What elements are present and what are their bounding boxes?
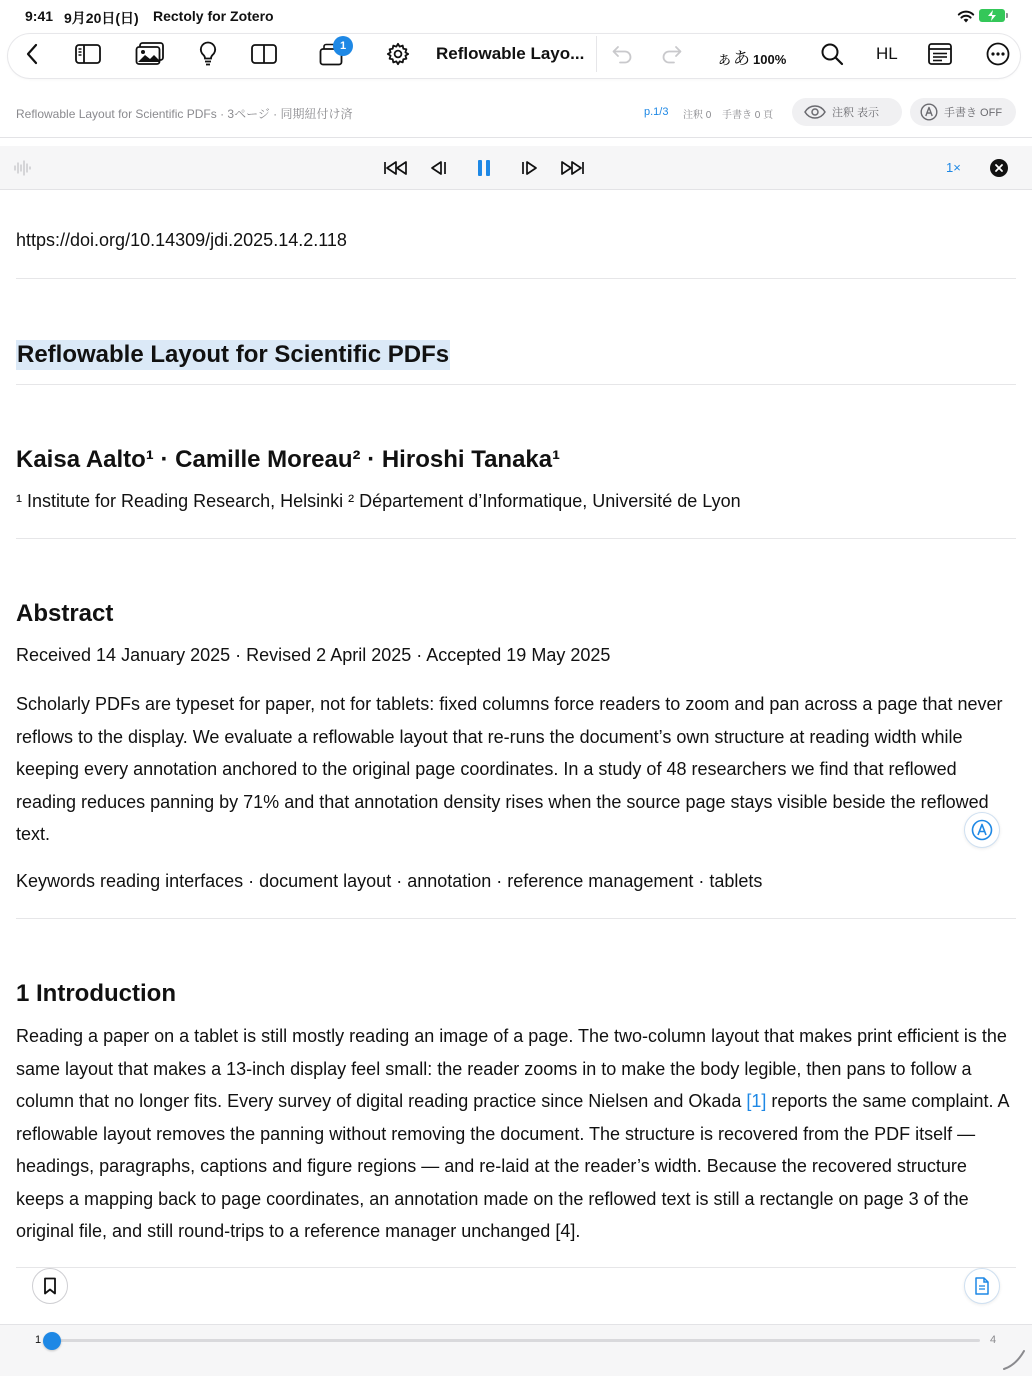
gear-icon [386, 42, 410, 66]
status-bar [0, 0, 1032, 32]
undo-button[interactable] [604, 32, 640, 76]
redo-icon [661, 44, 683, 64]
eye-icon [804, 105, 826, 119]
skip-to-end-button[interactable] [558, 156, 586, 180]
divider [16, 1267, 1016, 1268]
paper-dates: Received 14 January 2025 · Revised 2 April 2025 · Accepted 19 May 2025 [16, 645, 611, 665]
split-view-button[interactable] [246, 32, 282, 76]
text-line: original file, and still round-trips to a reference manager unchanged [4]. [16, 1221, 581, 1241]
text-line: keeps a mapping back to page coordinates, an annotation made on the reflowed text is still a rectangle on page 3 of the [16, 1188, 969, 1209]
divider [0, 137, 1032, 138]
doi-link[interactable]: https://doi.org/10.14309/jdi.2025.14.2.118 [16, 230, 347, 250]
abstract-heading: Abstract [16, 600, 114, 627]
skip-to-end-icon [559, 160, 585, 176]
pen-circle-icon [971, 819, 993, 841]
chevron-left-icon [25, 43, 39, 65]
reader-mode-button[interactable] [922, 32, 958, 76]
battery-icon [979, 9, 1005, 22]
handwriting-count: 手書き 0 頁 [722, 110, 774, 121]
split-view-icon [251, 44, 277, 64]
step-back-button[interactable] [426, 156, 450, 180]
undo-icon [611, 44, 633, 64]
text-line: headings, paragraphs, captions and figure regions — and re-laid at the reader’s width. Because the recovered structure [16, 1156, 967, 1176]
text-line: keeping every annotation anchored to the original page coordinates. In a study of 48 researchers we find that reflowed [16, 759, 957, 779]
bookmark-icon [43, 1277, 57, 1295]
wifi-icon [957, 9, 975, 23]
paper-authors: Kaisa Aalto¹ · Camille Moreau² · Hiroshi Tanaka¹ [16, 446, 561, 473]
search-icon [820, 42, 844, 66]
text-line: Reading a paper on a tablet is still mostly reading an image of a page. The two-column layout that makes print efficient is the [16, 1026, 1007, 1046]
tabs-count-badge: 1 [333, 36, 353, 56]
insights-button[interactable] [190, 32, 226, 76]
status-time: 9:41 [25, 8, 54, 24]
divider [16, 384, 1016, 385]
status-date: 9月20日(日) [64, 10, 139, 26]
text-line: text. [16, 824, 51, 844]
text-line: same layout that makes a 13-inch display feel small: the reader zooms in to make the body legible, then pans to follow a [16, 1058, 972, 1079]
ellipsis-icon [986, 42, 1010, 66]
introduction-paragraph [16, 1020, 1016, 1248]
lightbulb-icon [199, 41, 217, 67]
font-size-label: ぁあ [716, 49, 750, 68]
divider [16, 278, 1016, 279]
audio-player-bar [0, 146, 1032, 190]
divider [16, 538, 1016, 539]
page-slider-track[interactable] [52, 1339, 980, 1342]
step-forward-button[interactable] [518, 156, 542, 180]
highlight-button[interactable]: HL [876, 44, 898, 63]
step-forward-icon [521, 160, 539, 176]
introduction-heading: 1 Introduction [16, 980, 176, 1007]
more-button[interactable] [980, 32, 1016, 76]
scroll-corner-icon [1000, 1345, 1028, 1373]
sidebar-icon [75, 44, 101, 64]
skip-to-start-button[interactable] [382, 156, 410, 180]
skip-to-start-icon [383, 160, 409, 176]
abstract-paragraph [16, 688, 1016, 851]
top-toolbar [0, 32, 1032, 80]
search-button[interactable] [814, 32, 850, 76]
close-icon [990, 159, 1008, 177]
status-app-name: Rectoly for Zotero [153, 8, 274, 24]
pause-icon [476, 159, 492, 177]
waveform-icon [13, 160, 31, 176]
citation-link[interactable]: [1] [746, 1091, 767, 1111]
page-indicator[interactable]: p.1/3 [644, 106, 669, 118]
text-segment: column that no longer fits. Every survey of digital reading practice since Nielsen and Okada [16, 1091, 747, 1111]
source-page-button[interactable] [964, 1268, 1000, 1304]
handwriting-mode-button[interactable] [964, 812, 1000, 848]
back-button[interactable] [14, 32, 50, 76]
author-affiliations: ¹ Institute for Reading Research, Helsinki ² Département d’Informatique, Université de Lyon [16, 491, 741, 511]
show-annotations-label: 注釈 表示 [832, 107, 880, 119]
gallery-button[interactable] [132, 32, 168, 76]
close-player-button[interactable] [990, 159, 1008, 177]
document-icon [974, 1277, 990, 1295]
image-gallery-icon [135, 42, 165, 66]
text-line: reading reduces panning by 71% and that annotation density rises when the source page stays visible beside the reflowed [16, 791, 989, 812]
show-annotations-toggle[interactable] [792, 98, 902, 126]
divider [16, 918, 1016, 919]
step-back-icon [429, 160, 447, 176]
zoom-percentage: 100% [753, 52, 787, 67]
waveform-button[interactable] [12, 156, 32, 180]
text-line: Scholarly PDFs are typeset for paper, not for tablets: fixed columns force readers to zoom and pan across a page that never [16, 694, 1003, 714]
reader-mode-icon [928, 43, 952, 65]
paper-keywords: Keywords reading interfaces · document layout · annotation · reference management · tablets [16, 871, 763, 891]
font-zoom-button[interactable] [716, 44, 786, 69]
text-line: reflows to the display. We evaluate a reflowable layout that re-runs the document’s own structure at reading width while [16, 726, 963, 747]
paper-title[interactable]: Reflowable Layout for Scientific PDFs [17, 341, 450, 368]
pause-button[interactable] [472, 156, 496, 180]
text-line: reflowable layout removes the panning without removing the document. The structure is recovered from the PDF itself — [16, 1123, 976, 1144]
text-line [16, 1085, 1016, 1118]
document-summary: Reflowable Layout for Scientific PDFs · 3ページ · 同期紐付け済 [16, 107, 353, 121]
handwriting-toggle-label: 手書き OFF [944, 107, 1003, 119]
playback-speed-button[interactable]: 1× [946, 160, 961, 175]
pen-circle-icon [920, 103, 938, 121]
page-slider-bar [0, 1324, 1032, 1376]
redo-button[interactable] [654, 32, 690, 76]
document-title[interactable]: Reflowable Layo... [436, 44, 585, 63]
page-slider-thumb[interactable] [43, 1332, 61, 1350]
text-segment: reports the same complaint. A [766, 1091, 1010, 1111]
document-info-bar [0, 94, 1032, 134]
slider-end-label: 4 [990, 1334, 997, 1346]
handwriting-toggle[interactable] [910, 98, 1016, 126]
toolbar-divider [596, 36, 597, 72]
settings-button[interactable] [380, 32, 416, 76]
annotation-count: 注釈 0 [683, 110, 712, 121]
bookmark-button[interactable] [32, 1268, 68, 1304]
slider-start-label: 1 [35, 1334, 42, 1346]
sidebar-toggle-button[interactable] [70, 32, 106, 76]
